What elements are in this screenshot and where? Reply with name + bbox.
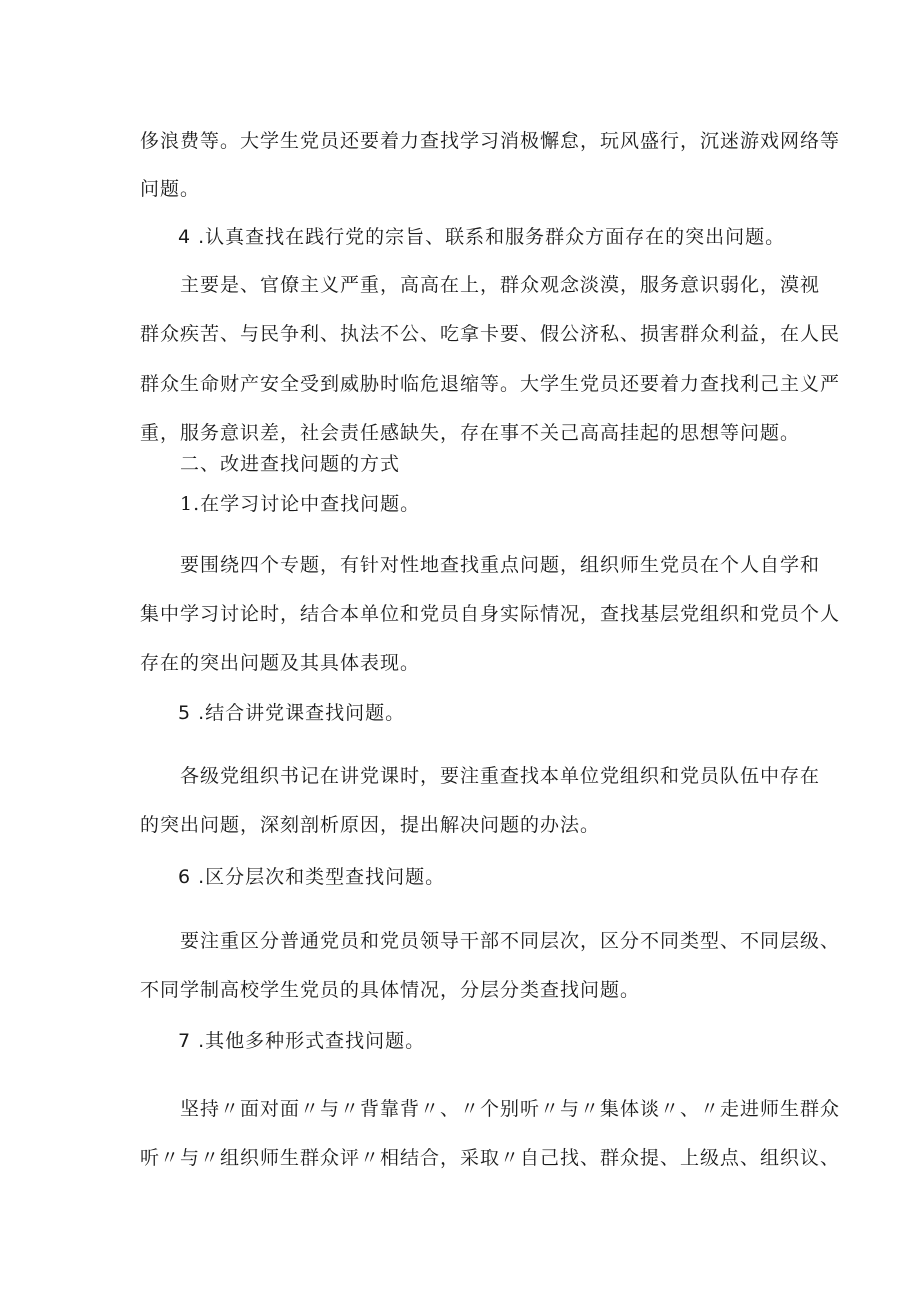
body-line: 要注重区分普通党员和党员领导干部不同层次，区分不同类型、不同层级、 <box>180 930 841 952</box>
body-line: 听〃与〃组织师生群众评〃相结合，采取〃自己找、群众提、上级点、组织议、 <box>140 1147 841 1169</box>
body-line: 集中学习讨论时，结合本单位和党员自身实际情况，查找基层党组织和党员个人 <box>140 603 841 625</box>
body-line: 存在的突出问题及其具体表现。 <box>140 652 421 674</box>
body-line: 侈浪费等。大学生党员还要着力查找学习消极懈怠，玩风盛行，沉迷游戏网络等 <box>140 130 841 152</box>
section-heading-7: 7 .其他多种形式查找问题。 <box>178 1030 426 1052</box>
body-line: 坚持〃面对面〃与〃背靠背〃、〃个别听〃与〃集体谈〃、〃走进师生群众 <box>180 1098 841 1120</box>
body-line: 重，服务意识差，社会责任感缺失，存在事不关己高高挂起的思想等问题。 <box>140 422 801 444</box>
body-line: 不同学制高校学生党员的具体情况，分层分类查找问题。 <box>140 979 641 1001</box>
body-line: 各级党组织书记在讲党课时，要注重查找本单位党组织和党员队伍中存在 <box>180 765 821 787</box>
body-line: 群众疾苦、与民争利、执法不公、吃拿卡要、假公济私、损害群众利益，在人民 <box>140 323 841 345</box>
body-line: 主要是、官僚主义严重，高高在上，群众观念淡漠，服务意识弱化，漠视 <box>180 274 821 296</box>
section-heading-1: 1.在学习讨论中查找问题。 <box>180 493 421 515</box>
section-heading-5: 5 .结合讲党课查找问题。 <box>178 702 406 724</box>
body-line: 问题。 <box>140 178 201 200</box>
body-line: 的突出问题，深刻剖析原因，提出解决问题的办法。 <box>140 814 601 836</box>
body-line: 要围绕四个专题，有针对性地查找重点问题，组织师生党员在个人自学和 <box>180 554 821 576</box>
body-line: 群众生命财产安全受到威胁时临危退缩等。大学生党员还要着力查找利己主义严 <box>140 373 841 395</box>
section-heading-4: 4 .认真查找在践行党的宗旨、联系和服务群众方面存在的突出问题。 <box>178 226 786 248</box>
chapter-heading: 二、改进查找问题的方式 <box>180 453 401 475</box>
section-heading-6: 6 .区分层次和类型查找问题。 <box>178 866 446 888</box>
